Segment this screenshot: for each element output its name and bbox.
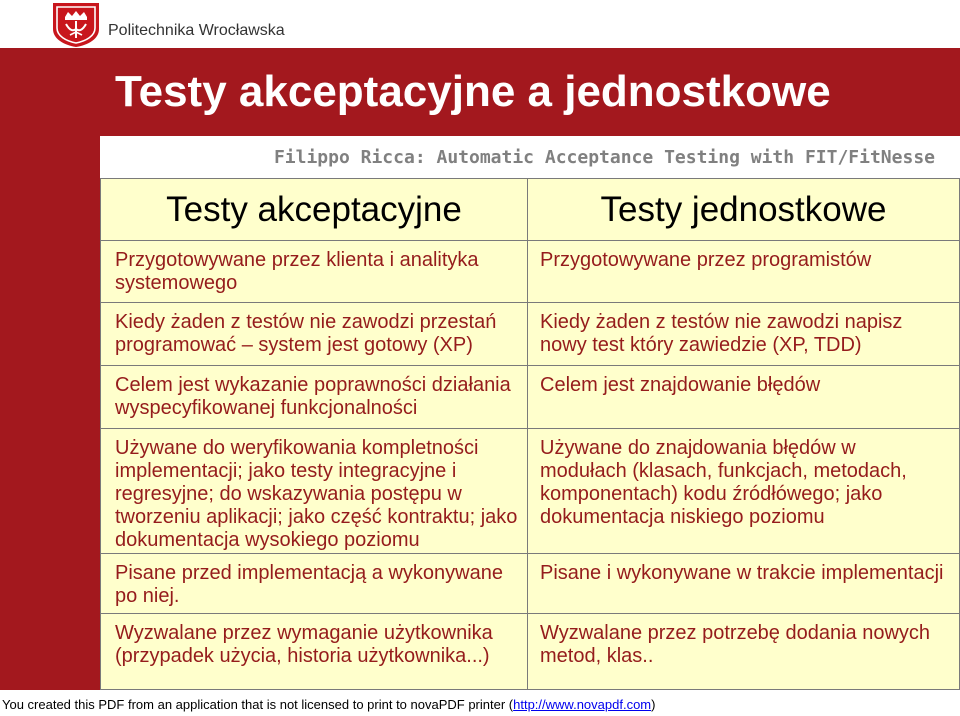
unit-cell-3 [528, 366, 960, 429]
cell-text-line: Pisane przed implementacją a wykonywane [115, 562, 503, 584]
cell-text-line: Kiedy żaden z testów nie zawodzi przestań [115, 311, 497, 333]
cell-text-line: Kiedy żaden z testów nie zawodzi napisz [540, 311, 903, 333]
unit-cell-1 [528, 241, 960, 303]
cell-text-line: Przygotowywane przez klienta i analityka [115, 249, 479, 271]
slide-subtitle: Filippo Ricca: Automatic Acceptance Testing with FIT/FitNesse [273, 147, 935, 168]
column-header-label: Testy jednostkowe [600, 189, 887, 229]
unit-tests-header [528, 179, 960, 241]
cell-text-line: modułach (klasach, funkcjach, metodach, [540, 460, 907, 482]
unit-cell-2 [528, 303, 960, 366]
cell-text-line: Wyzwalane przez wymaganie użytkownika [115, 622, 493, 644]
pdf-license-notice [2, 697, 655, 713]
acceptance-cell-1 [101, 241, 528, 303]
cell-text-line: dokumentacja wysokiego poziomu [115, 529, 420, 551]
unit-cell-6 [528, 614, 960, 690]
cell-text-line: Przygotowywane przez programistów [540, 249, 872, 271]
cell-text-line: Celem jest wykazanie poprawności działania [115, 374, 511, 396]
cell-text-line: Celem jest znajdowanie błędów [540, 374, 821, 396]
cell-text-line: wyspecyfikowanej funkcjonalności [115, 397, 418, 419]
notice-text: You created this PDF from an application that is not licensed to print to novaPDF printer ( [2, 697, 514, 712]
acceptance-cell-4 [101, 429, 528, 554]
university-shield-icon [52, 2, 100, 48]
acceptance-tests-header [101, 179, 528, 241]
left-accent-strip [0, 48, 100, 690]
cell-text-line: Pisane i wykonywane w trakcie implementacji [540, 562, 944, 584]
cell-text-line: nowy test który zawiedzie (XP, TDD) [540, 334, 862, 356]
cell-text-line: po niej. [115, 585, 180, 607]
cell-text-line: implementacji; jako testy integracyjne i [115, 460, 457, 482]
cell-text-line: tworzeniu aplikacji; jako część kontraktu; jako [115, 506, 518, 528]
slide-title: Testy akceptacyjne a jednostkowe [115, 67, 831, 116]
comparison-table [100, 178, 960, 690]
unit-cell-5 [528, 554, 960, 614]
acceptance-cell-2 [101, 303, 528, 366]
notice-text-end: ) [651, 697, 656, 712]
cell-text-line: metod, klas.. [540, 645, 654, 667]
column-header-label: Testy akceptacyjne [166, 189, 462, 229]
cell-text-line: komponentach) kodu źródłówego; jako [540, 483, 883, 505]
cell-text-line: Używane do znajdowania błędów w [540, 437, 856, 459]
cell-text-line: Używane do weryfikowania kompletności [115, 437, 479, 459]
cell-text-line: Wyzwalane przez potrzebę dodania nowych [540, 622, 931, 644]
cell-text-line: dokumentacja niskiego poziomu [540, 506, 825, 528]
acceptance-cell-3 [101, 366, 528, 429]
acceptance-cell-6 [101, 614, 528, 690]
title-banner [100, 48, 960, 136]
unit-cell-4 [528, 429, 960, 554]
institution-name: Politechnika Wrocławska [108, 22, 285, 39]
cell-text-line: programować – system jest gotowy (XP) [115, 334, 473, 356]
acceptance-cell-5 [101, 554, 528, 614]
cell-text-line: systemowego [115, 272, 238, 294]
novapdf-link[interactable]: http://www.novapdf.com [513, 697, 652, 712]
cell-text-line: (przypadek użycia, historia użytkownika...) [115, 645, 490, 667]
cell-text-line: regresyjne; do wskazywania postępu w [115, 483, 462, 505]
